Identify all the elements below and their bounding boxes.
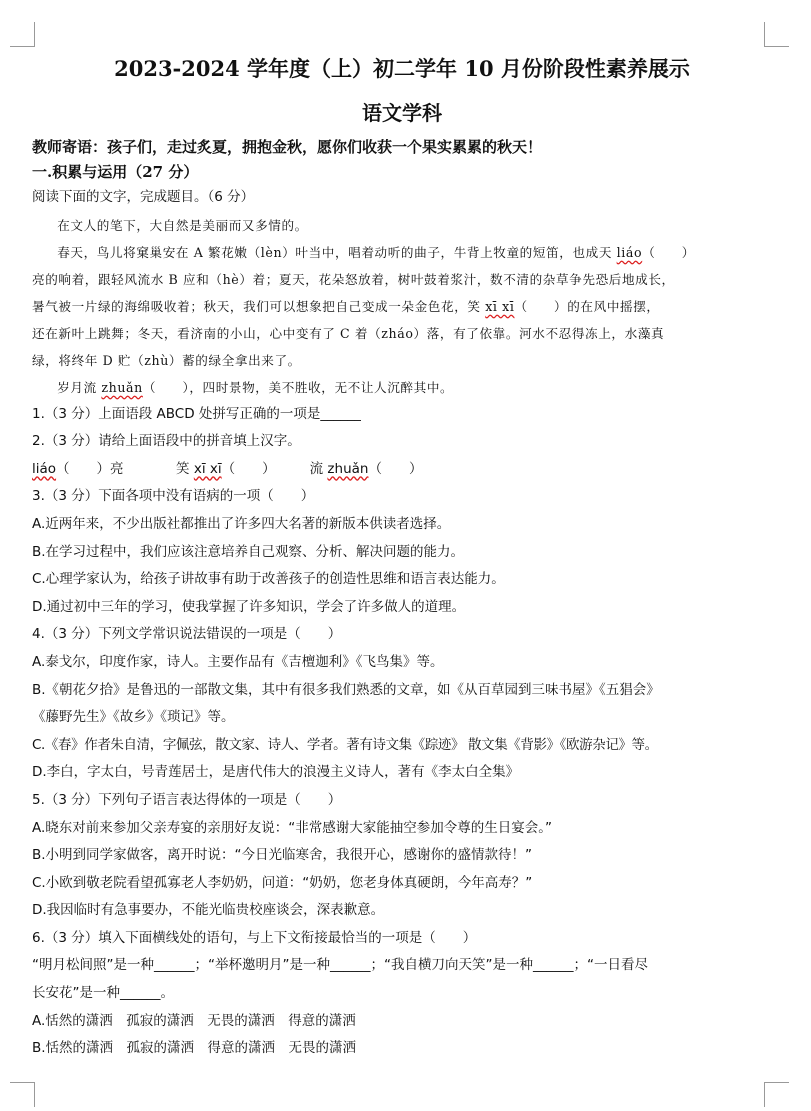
question-4-option-d: D.李白，字太白，号青莲居士，是唐代伟大的浪漫主义诗人，著有《李太白全集》	[32, 764, 520, 781]
fill-pinyin-zhuan: zhuǎn	[327, 460, 369, 477]
question-3-option-c: C.心理学家认为，给孩子讲故事有助于改善孩子的创造性思维和语言表达能力。	[32, 571, 505, 588]
question-1: 1.（3 分）上面语段 ABCD 处拼写正确的一项是______	[32, 405, 361, 422]
question-5-option-a: A.晓东对前来参加父亲寿宴的亲朋好友说：“非常感谢大家能抽空参加令尊的生日宴会。”	[32, 819, 553, 836]
question-5-option-b: B.小明到同学家做客，离开时说：“今日光临寒舍，我很开心，感谢你的盛情款待！”	[32, 847, 533, 864]
question-2: 2.（3 分）请给上面语段中的拼音填上汉字。	[32, 433, 301, 450]
question-5-option-c: C.小欧到敬老院看望孤寡老人李奶奶，问道：“奶奶，您老身体真硬朗，今年高寿？”	[32, 874, 533, 891]
passage-paragraph-3: 岁月流 zhuǎn（ ），四时景物，美不胜收，无不让人沉醉其中。	[57, 379, 454, 395]
pinyin-zhuan: zhuǎn	[101, 379, 143, 395]
passage-paragraph-2: 春天，鸟儿将窠巢安在 A 繁花嫩（lèn）叶当中，唱着动听的曲子，牛背上牧童的短笛，也成天 liáo（ ）	[57, 244, 695, 260]
question-6-stem: 6.（3 分）填入下面横线处的语句，与上下文衔接最恰当的一项是（ ）	[32, 929, 477, 946]
subject-title: 语文学科	[362, 101, 442, 125]
question-4-option-b: B.《朝花夕拾》是鲁迅的一部散文集，其中有很多我们熟悉的文章，如《从百草园到三味书屋》《五猖会》	[32, 681, 660, 698]
fill-pinyin-xixi: xī xī	[193, 460, 222, 477]
passage-line: 亮的响着，跟轻风流水 B 应和（hè）着；夏天，花朵怒放着，树叶鼓着浆汁，数不清的杂草争先恐后地成长，	[32, 271, 675, 287]
crop-mark-bottom-left	[10, 1082, 35, 1107]
question-3-option-d: D.通过初中三年的学习，使我掌握了许多知识，学会了许多做人的道理。	[32, 598, 466, 615]
reading-intro: 阅读下面的文字，完成题目。（6 分）	[32, 189, 255, 205]
section-heading: 一.积累与运用（27 分）	[32, 163, 199, 181]
question-4-option-a: A.泰戈尔，印度作家，诗人。主要作品有《吉檀迦利》《飞鸟集》等。	[32, 653, 444, 670]
question-4-option-b-cont: 《藤野先生》《故乡》《琐记》等。	[32, 709, 235, 726]
question-3-option-a: A.近两年来，不少出版社都推出了许多四大名著的新版本供读者选择。	[32, 515, 451, 532]
question-3-stem: 3.（3 分）下面各项中没有语病的一项（ ）	[32, 488, 315, 505]
question-6-text-line-1: “明月松间照”是一种______；“举杯邀明月”是一种______；“我自横刀向天笑”是一种______；“一日看尽	[32, 957, 648, 974]
crop-mark-top-left	[10, 22, 35, 47]
question-2-fill-line: liáo（ ）亮 笑 xī xī（ ） 流 zhuǎn（ ）	[32, 460, 423, 477]
question-5-stem: 5.（3 分）下列句子语言表达得体的一项是（ ）	[32, 791, 342, 808]
question-3-option-b: B.在学习过程中，我们应该注意培养自己观察、分析、解决问题的能力。	[32, 543, 465, 560]
passage-paragraph-1: 在文人的笔下，大自然是美丽而又多情的。	[57, 217, 308, 233]
question-6-option-b: B.恬然的潇洒 孤寂的潇洒 得意的潇洒 无畏的潇洒	[32, 1040, 357, 1057]
passage-line: 还在新叶上跳舞；冬天，看济南的小山，心中变有了 C 着（zháo）落，有了依靠。河水不忍得冻上，水藻真	[32, 325, 665, 341]
passage-line: 暑气被一片绿的海绵吸收着；秋天，我们可以想象把自己变成一朵金色花，笑 xī xī（ ）的在风中摇摆，	[32, 298, 660, 314]
exam-page	[32, 50, 772, 1063]
exam-title: 2023-2024 学年度（上）初二学年 10 月份阶段性素养展示	[114, 56, 690, 81]
passage-line: 绿，将终年 D 贮（zhù）蓄的绿全拿出来了。	[32, 352, 301, 368]
reading-passage	[32, 212, 772, 401]
question-4-option-c: C.《春》作者朱自清，字佩弦，散文家、诗人、学者。著有诗文集《踪迹》 散文集《背影》《欧游杂记》等。	[32, 736, 658, 753]
teacher-message: 教师寄语：孩子们，走过炙夏，拥抱金秋，愿你们收获一个果实累累的秋天！	[32, 138, 543, 156]
pinyin-xixi: xī xī	[485, 298, 515, 314]
crop-mark-top-right	[764, 22, 789, 47]
pinyin-liao: liáo	[616, 244, 643, 260]
question-4-stem: 4.（3 分）下列文学常识说法错误的一项是（ ）	[32, 626, 342, 643]
question-6-text-line-2: 长安花”是一种______。	[32, 985, 174, 1002]
question-5-option-d: D.我因临时有急事要办，不能光临贵校座谈会，深表歉意。	[32, 902, 385, 919]
fill-pinyin-liao: liáo	[32, 460, 57, 477]
question-6-option-a: A.恬然的潇洒 孤寂的潇洒 无畏的潇洒 得意的潇洒	[32, 1012, 356, 1029]
crop-mark-bottom-right	[764, 1082, 789, 1107]
